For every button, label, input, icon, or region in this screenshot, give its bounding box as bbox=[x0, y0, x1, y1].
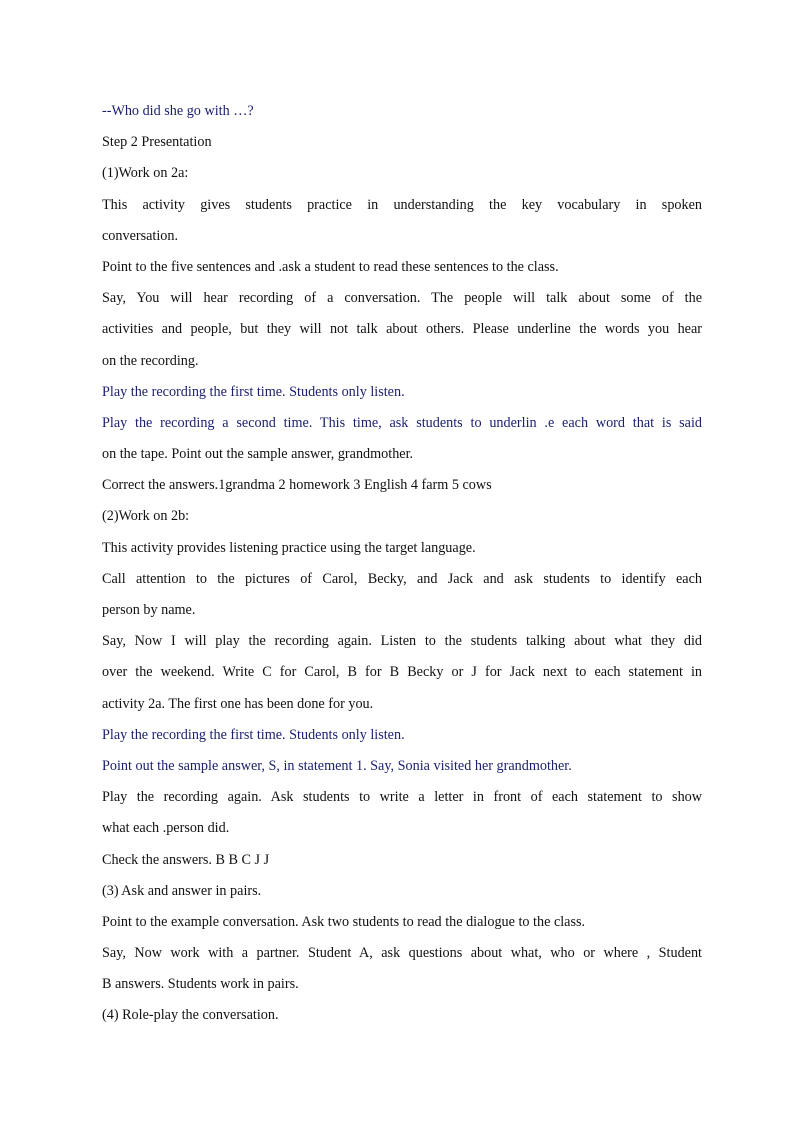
text-line: Say, Now work with a partner. Student A, ask questions about what, who or where , Student bbox=[102, 945, 702, 962]
text-line: (4) Role-play the conversation. bbox=[102, 1007, 279, 1024]
text-line: Play the recording the first time. Students only listen. bbox=[102, 726, 405, 743]
text-line: (3) Ask and answer in pairs. bbox=[102, 882, 262, 899]
text-line: This activity gives students practice in understanding the key vocabulary in spoken bbox=[102, 196, 702, 213]
text-line: over the weekend. Write C for Carol, B for B Becky or J for Jack next to each statement in bbox=[102, 664, 702, 681]
text-line: Point to the five sentences and .ask a student to read these sentences to the class. bbox=[102, 258, 559, 275]
text-line: Check the answers. B B C J J bbox=[102, 851, 270, 868]
text-line: what each .person did. bbox=[102, 820, 230, 837]
document-body bbox=[102, 97, 702, 1033]
text-line: on the recording. bbox=[102, 352, 199, 369]
text-line: Point out the sample answer, S, in statement 1. Say, Sonia visited her grandmother. bbox=[102, 757, 572, 774]
text-line: --Who did she go with …? bbox=[102, 103, 254, 119]
text-line: (1)Work on 2a: bbox=[102, 165, 189, 182]
text-line: Point to the example conversation. Ask two students to read the dialogue to the class. bbox=[102, 913, 586, 930]
text-line: activity 2a. The first one has been done for you. bbox=[102, 695, 374, 712]
text-line: Say, Now I will play the recording again. Listen to the students talking about what they did bbox=[102, 633, 702, 650]
text-line: This activity provides listening practice using the target language. bbox=[102, 539, 476, 556]
text-line: Play the recording again. Ask students to write a letter in front of each statement to show bbox=[102, 789, 702, 806]
text-line: activities and people, but they will not talk about others. Please underline the words you hear bbox=[102, 321, 702, 338]
text-line: on the tape. Point out the sample answer, grandmother. bbox=[102, 446, 414, 463]
text-line: Say, You will hear recording of a conversation. The people will talk about some of the bbox=[102, 290, 702, 307]
text-line: person by name. bbox=[102, 602, 196, 618]
text-line: conversation. bbox=[102, 227, 179, 244]
text-line: Step 2 Presentation bbox=[102, 134, 212, 151]
text-line: (2)Work on 2b: bbox=[102, 508, 190, 525]
text-line: Call attention to the pictures of Carol, Becky, and Jack and ask students to identify each bbox=[102, 570, 702, 587]
text-line: Play the recording a second time. This time, ask students to underlin .e each word that is said bbox=[102, 414, 702, 431]
text-line: Correct the answers.1grandma 2 homework 3 English 4 farm 5 cows bbox=[102, 477, 492, 494]
text-line: Play the recording the first time. Students only listen. bbox=[102, 383, 405, 400]
text-line: B answers. Students work in pairs. bbox=[102, 976, 299, 993]
